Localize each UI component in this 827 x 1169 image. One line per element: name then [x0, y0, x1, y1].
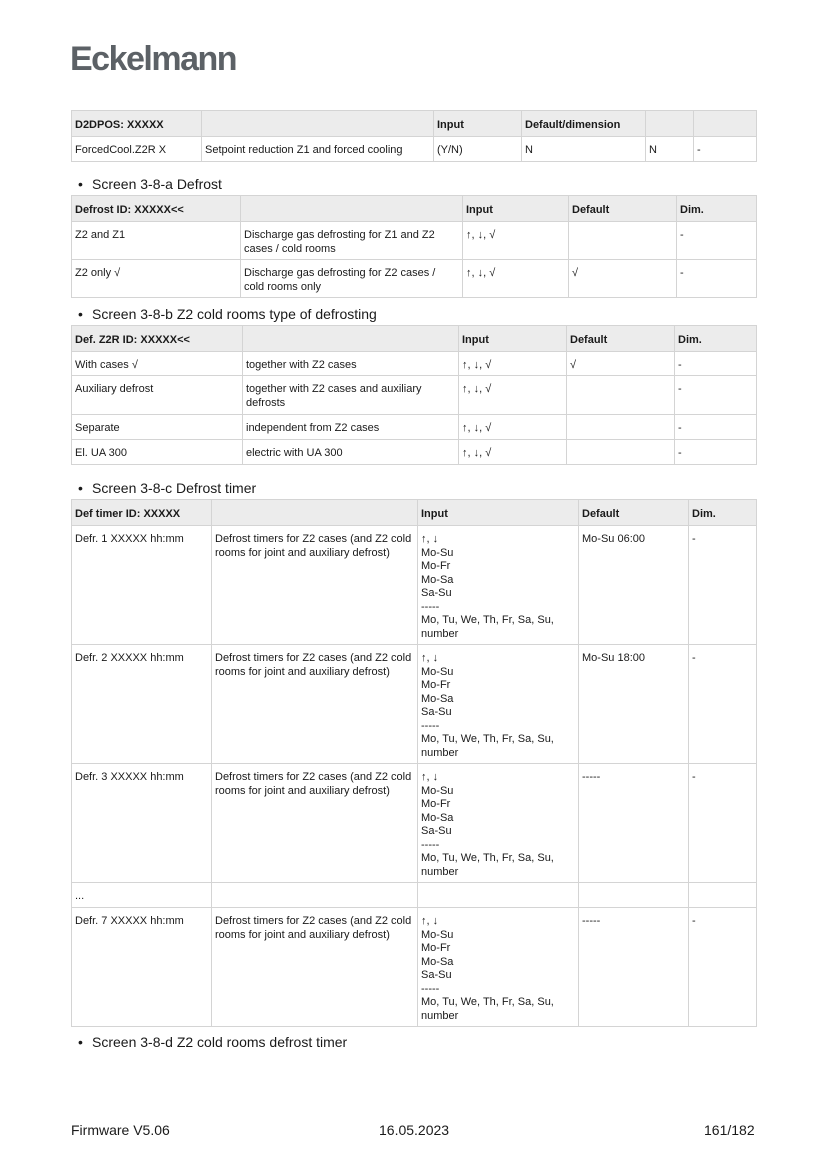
section-heading-text: Screen 3-8-c Defrost timer [92, 480, 257, 496]
defrost-table [71, 195, 757, 298]
table-cell: ↑, ↓ Mo-Su Mo-Fr Mo-Sa Sa-Su ----- Mo, Tu, We, Th, Fr, Sa, Su, number [418, 764, 579, 883]
table-header: Dim. [677, 196, 757, 222]
table-cell: √ [567, 352, 675, 376]
table-header: Input [418, 500, 579, 526]
table-cell: Defr. 3 XXXXX hh:mm [72, 764, 212, 883]
table-cell: Z2 only √ [72, 260, 241, 298]
table-cell: - [689, 526, 757, 645]
section-heading-text: Screen 3-8-b Z2 cold rooms type of defrosting [92, 306, 377, 322]
table-row [72, 415, 757, 440]
table-header: Def timer ID: XXXXX [72, 500, 212, 526]
table-cell: - [675, 415, 757, 440]
table-row [72, 260, 757, 298]
table-row [72, 526, 757, 645]
brand-logo: Eckelmann [70, 40, 237, 78]
table-cell: ↑, ↓, √ [463, 260, 569, 298]
section-heading: • Screen 3-8-d Z2 cold rooms defrost timer [78, 1034, 348, 1050]
table-cell: Setpoint reduction Z1 and forced cooling [202, 137, 434, 162]
table-cell: ----- [579, 908, 689, 1027]
table-cell: Mo-Su 06:00 [579, 526, 689, 645]
table-cell: ↑, ↓, √ [463, 222, 569, 260]
table-row [72, 376, 757, 415]
table-row [72, 645, 757, 764]
section-heading-text: Screen 3-8-d Z2 cold rooms defrost timer [92, 1034, 348, 1050]
table-header: Input [459, 326, 567, 352]
table-header: Dim. [689, 500, 757, 526]
table-header: Def. Z2R ID: XXXXX<< [72, 326, 243, 352]
defrost-timer-table [71, 499, 757, 1027]
table-header: Default/dimension [522, 111, 646, 137]
section-heading: • Screen 3-8-b Z2 cold rooms type of defrosting [78, 306, 377, 322]
table-cell: - [675, 352, 757, 376]
table-cell: ↑, ↓, √ [459, 440, 567, 465]
table-header: Defrost ID: XXXXX<< [72, 196, 241, 222]
section-heading-text: Screen 3-8-a Defrost [92, 176, 222, 192]
table-cell: - [689, 908, 757, 1027]
table-row [72, 764, 757, 883]
table-header: Input [434, 111, 522, 137]
section-heading: • Screen 3-8-a Defrost [78, 176, 222, 192]
table-cell: ↑, ↓ Mo-Su Mo-Fr Mo-Sa Sa-Su ----- Mo, Tu, We, Th, Fr, Sa, Su, number [418, 908, 579, 1027]
table-cell: ↑, ↓ Mo-Su Mo-Fr Mo-Sa Sa-Su ----- Mo, Tu, We, Th, Fr, Sa, Su, number [418, 526, 579, 645]
table-row [72, 137, 757, 162]
table-header [212, 500, 418, 526]
table-cell: ForcedCool.Z2R X [72, 137, 202, 162]
table-cell: N [646, 137, 694, 162]
table-cell: ↑, ↓, √ [459, 352, 567, 376]
table-cell: Z2 and Z1 [72, 222, 241, 260]
table-cell: Defr. 7 XXXXX hh:mm [72, 908, 212, 1027]
table-cell: together with Z2 cases [243, 352, 459, 376]
table-cell: ↑, ↓, √ [459, 415, 567, 440]
table-cell: Defr. 2 XXXXX hh:mm [72, 645, 212, 764]
table-cell: N [522, 137, 646, 162]
forced-cooling-table [71, 110, 757, 162]
table-header: Input [463, 196, 569, 222]
table-header: Dim. [675, 326, 757, 352]
table-cell [569, 222, 677, 260]
table-cell: √ [569, 260, 677, 298]
table-cell: Defrost timers for Z2 cases (and Z2 cold rooms for joint and auxiliary defrost) [212, 908, 418, 1027]
table-cell: - [694, 137, 757, 162]
table-cell [567, 415, 675, 440]
table-cell: Mo-Su 18:00 [579, 645, 689, 764]
table-cell: together with Z2 cases and auxiliary defrosts [243, 376, 459, 415]
table-cell: Defrost timers for Z2 cases (and Z2 cold rooms for joint and auxiliary defrost) [212, 645, 418, 764]
table-cell [212, 883, 418, 908]
table-cell: Defr. 1 XXXXX hh:mm [72, 526, 212, 645]
table-cell: Defrost timers for Z2 cases (and Z2 cold rooms for joint and auxiliary defrost) [212, 764, 418, 883]
table-cell: Separate [72, 415, 243, 440]
table-cell: - [677, 222, 757, 260]
table-row [72, 352, 757, 376]
footer-firmware: Firmware V5.06 [71, 1122, 170, 1138]
table-row [72, 908, 757, 1027]
table-cell: - [689, 764, 757, 883]
table-cell: Defrost timers for Z2 cases (and Z2 cold rooms for joint and auxiliary defrost) [212, 526, 418, 645]
table-row [72, 883, 757, 908]
table-header: Default [569, 196, 677, 222]
table-cell: ----- [579, 764, 689, 883]
table-cell: ... [72, 883, 212, 908]
table-cell [579, 883, 689, 908]
table-header: Default [579, 500, 689, 526]
table-cell: electric with UA 300 [243, 440, 459, 465]
section-heading: • Screen 3-8-c Defrost timer [78, 480, 257, 496]
table-header [694, 111, 757, 137]
table-cell: With cases √ [72, 352, 243, 376]
table-cell: Auxiliary defrost [72, 376, 243, 415]
table-header: D2DPOS: XXXXX [72, 111, 202, 137]
table-header [202, 111, 434, 137]
table-header [241, 196, 463, 222]
footer-date: 16.05.2023 [379, 1122, 450, 1138]
table-cell: - [675, 440, 757, 465]
table-header: Default [567, 326, 675, 352]
table-cell: ↑, ↓, √ [459, 376, 567, 415]
table-cell: El. UA 300 [72, 440, 243, 465]
table-row [72, 222, 757, 260]
table-cell [567, 376, 675, 415]
table-cell: - [689, 645, 757, 764]
table-cell: independent from Z2 cases [243, 415, 459, 440]
footer-page-number: 161/182 [704, 1122, 755, 1138]
cold-rooms-defrost-type-table [71, 325, 757, 465]
table-cell [689, 883, 757, 908]
table-header [243, 326, 459, 352]
table-cell: - [675, 376, 757, 415]
table-cell: Discharge gas defrosting for Z2 cases / cold rooms only [241, 260, 463, 298]
table-row [72, 440, 757, 465]
table-cell: ↑, ↓ Mo-Su Mo-Fr Mo-Sa Sa-Su ----- Mo, Tu, We, Th, Fr, Sa, Su, number [418, 645, 579, 764]
table-cell [567, 440, 675, 465]
table-cell [418, 883, 579, 908]
table-cell: (Y/N) [434, 137, 522, 162]
table-header [646, 111, 694, 137]
table-cell: Discharge gas defrosting for Z1 and Z2 cases / cold rooms [241, 222, 463, 260]
table-cell: - [677, 260, 757, 298]
